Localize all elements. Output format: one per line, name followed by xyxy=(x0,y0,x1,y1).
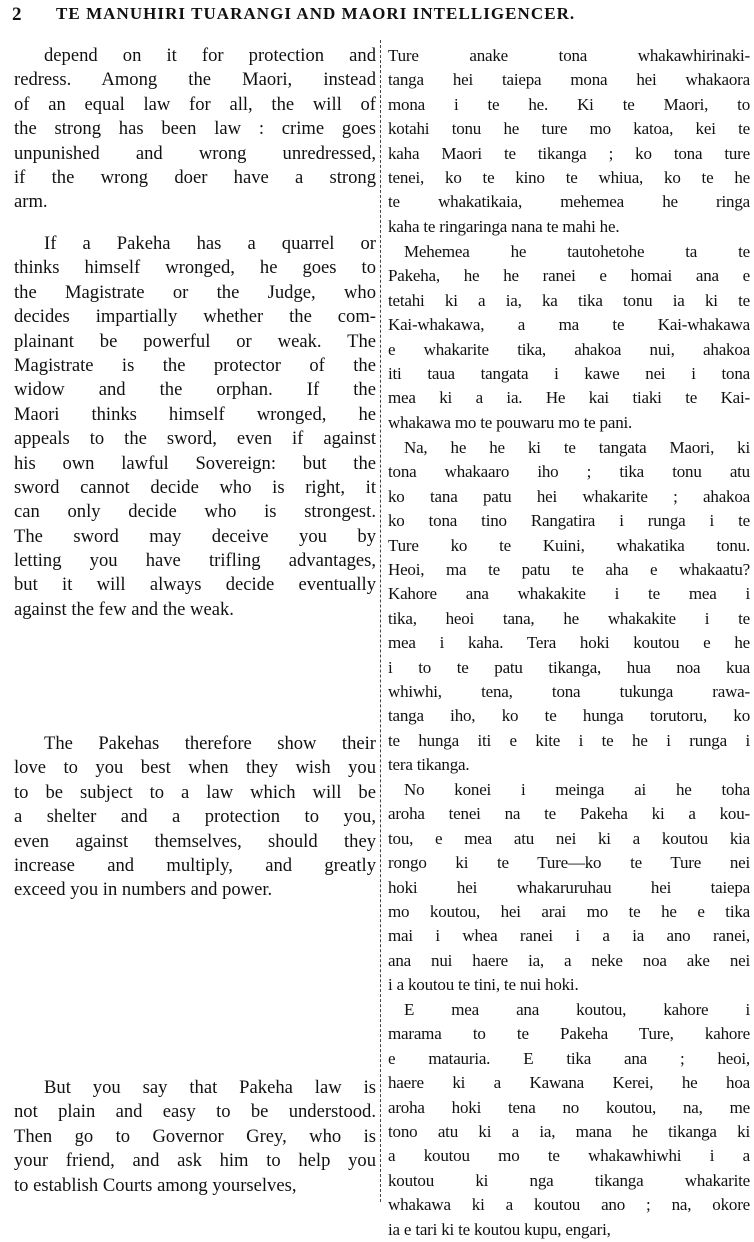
column-divider xyxy=(380,40,381,1202)
text-line: Mehemea he tautohetohe ta te xyxy=(404,242,750,261)
text-line: The Pakehas therefore show their xyxy=(44,733,376,754)
text-line: whiwhi, tena, tona tukunga rawa- xyxy=(388,681,750,701)
text-line: mona i te he. Ki te Maori, to xyxy=(388,94,750,114)
text-line: against the few and the weak. xyxy=(14,598,234,620)
text-line: Ture anake tona whakawhirinaki- xyxy=(388,46,750,65)
text-line: love to you best when they wish you xyxy=(14,757,376,779)
text-line: iti taua tangata i kawe nei i tona xyxy=(388,363,750,383)
text-line: whakawa mo te pouwaru mo te pani. xyxy=(388,412,633,432)
text-line: Then go to Governor Grey, who is xyxy=(14,1125,376,1147)
text-line: ko tana patu hei whakarite ; ahakoa xyxy=(388,486,750,506)
text-line: ana nui haere ia, a neke noa ake nei xyxy=(388,950,750,970)
text-line: a shelter and a protection to you, xyxy=(14,806,376,828)
text-line: unpunished and wrong unredressed, xyxy=(14,142,376,164)
text-line: mai i whea ranei i a ia ano ranei, xyxy=(388,926,750,946)
text-line: letting you have trifling advantages, xyxy=(14,550,376,572)
text-line: i a koutou te tini, te nui hoki. xyxy=(388,975,579,995)
text-line: redress. Among the Maori, instead xyxy=(14,69,376,91)
text-line: tenei, ko te kino te whiua, ko te he xyxy=(388,167,750,187)
text-line: koutou ki nga tikanga whakarite xyxy=(388,1170,750,1190)
page-number: 2 xyxy=(12,4,22,25)
text-line: can only decide who is strongest. xyxy=(14,501,376,523)
text-line: tika, heoi tana, he whakakite i te xyxy=(388,608,750,628)
text-line: tanga iho, ko te hunga torutoru, ko xyxy=(388,706,750,726)
text-line: tona whakaaro iho ; tika tonu atu xyxy=(388,462,750,482)
text-line: hoki hei whakaruruhau hei taiepa xyxy=(388,877,750,897)
text-line: to establish Courts among yourselves, xyxy=(14,1174,297,1196)
text-line: Na, he he ki te tangata Maori, ki xyxy=(404,438,750,457)
text-line: ia e tari ki te koutou kupu, engari, xyxy=(388,1219,611,1239)
text-line: a koutou mo te whakawhiwhi i a xyxy=(388,1146,750,1166)
maori-paragraph-3 xyxy=(388,436,750,777)
maori-paragraph-4 xyxy=(388,778,750,998)
text-line: the strong has been law : crime goes xyxy=(14,118,376,140)
text-line: te hunga iti e kite i te he i runga i xyxy=(388,730,750,750)
text-line: not plain and easy to be understood. xyxy=(14,1101,376,1123)
english-paragraph-4 xyxy=(14,1076,376,1198)
text-line: whakawa ki a koutou ano ; na, okore xyxy=(388,1195,750,1215)
text-line: mea i kaha. Tera hoki koutou e he xyxy=(388,633,750,653)
text-line: his own lawful Sovereign: but the xyxy=(14,452,376,474)
text-line: But you say that Pakeha law is xyxy=(44,1077,376,1098)
text-line: if the wrong doer have a strong xyxy=(14,166,376,188)
text-line: Heoi, ma te patu te aha e whakaatu? xyxy=(388,559,750,579)
text-line: The sword may deceive you by xyxy=(14,525,376,547)
text-line: marama to te Pakeha Ture, kahore xyxy=(388,1024,750,1044)
text-line: thinks himself wronged, he goes to xyxy=(14,257,376,279)
maori-paragraph-1 xyxy=(388,44,750,239)
text-line: but it will always decide eventually xyxy=(14,574,376,596)
text-line: kaha te ringaringa nana te mahi he. xyxy=(388,216,620,236)
text-line: rongo ki te Ture—ko te Ture nei xyxy=(388,853,750,873)
text-line: te whakatikaia, mehemea he ringa xyxy=(388,192,750,212)
text-line: widow and the orphan. If the xyxy=(14,379,376,401)
running-head-title: TE MANUHIRI TUARANGI AND MAORI INTELLIGENCER. xyxy=(56,4,576,23)
maori-paragraph-2 xyxy=(388,240,750,435)
text-line: kaha Maori te tikanga ; ko tona ture xyxy=(388,143,750,163)
text-line: e matauria. E tika ana ; heoi, xyxy=(388,1048,750,1068)
text-line: haere ki a Kawana Kerei, he hoa xyxy=(388,1073,750,1093)
text-line: mea ki a ia. He kai tiaki te Kai- xyxy=(388,388,750,408)
text-line: Magistrate is the protector of the xyxy=(14,354,376,376)
text-line: E mea ana koutou, kahore i xyxy=(404,1000,750,1019)
text-line: aroha hoki tena no koutou, na, me xyxy=(388,1097,750,1117)
text-line: decides impartially whether the com- xyxy=(14,306,376,328)
text-line: the Magistrate or the Judge, who xyxy=(14,281,376,303)
text-line: increase and multiply, and greatly xyxy=(14,854,376,876)
text-line: aroha tenei na te Pakeha ki a kou- xyxy=(388,804,750,824)
text-line: Ture ko te Kuini, whakatika tonu. xyxy=(388,535,750,555)
text-line: sword cannot decide who is right, it xyxy=(14,476,376,498)
text-line: of an equal law for all, the will of xyxy=(14,93,376,115)
text-line: exceed you in numbers and power. xyxy=(14,879,273,901)
text-line: Maori thinks himself wronged, he xyxy=(14,403,376,425)
text-line: tou, e mea atu nei ki a koutou kia xyxy=(388,828,750,848)
text-line: tetahi ki a ia, ka tika tonu ia ki te xyxy=(388,290,750,310)
text-line: kotahi tonu he ture mo katoa, kei te xyxy=(388,119,750,139)
text-line: Kahore ana whakakite i te mea i xyxy=(388,584,750,604)
text-line: appeals to the sword, even if against xyxy=(14,428,376,450)
text-line: tera tikanga. xyxy=(388,755,470,775)
text-line: your friend, and ask him to help you xyxy=(14,1150,376,1172)
english-paragraph-1 xyxy=(14,44,376,215)
text-line: No konei i meinga ai he toha xyxy=(404,780,750,799)
text-line: tanga hei taiepa mona hei whakaora xyxy=(388,70,750,90)
text-line: If a Pakeha has a quarrel or xyxy=(44,233,376,254)
english-paragraph-2 xyxy=(14,232,376,622)
maori-paragraph-5 xyxy=(388,998,750,1242)
text-line: Pakeha, he he ranei e homai ana e xyxy=(388,266,750,286)
text-line: Kai-whakawa, a ma te Kai-whakawa xyxy=(388,315,750,335)
english-paragraph-3 xyxy=(14,732,376,903)
text-line: to be subject to a law which will be xyxy=(14,781,376,803)
text-line: mo koutou, hei arai mo te he e tika xyxy=(388,901,750,921)
text-line: arm. xyxy=(14,191,48,213)
text-line: tono atu ki a ia, mana he tikanga ki xyxy=(388,1121,750,1141)
text-line: even against themselves, should they xyxy=(14,830,376,852)
text-line: depend on it for protection and xyxy=(44,45,376,66)
text-line: ko tona tino Rangatira i runga i te xyxy=(388,511,750,531)
text-line: i to te patu tikanga, hua noa kua xyxy=(388,657,750,677)
text-line: e whakarite tika, ahakoa nui, ahakoa xyxy=(388,339,750,359)
text-line: plainant be powerful or weak. The xyxy=(14,330,376,352)
